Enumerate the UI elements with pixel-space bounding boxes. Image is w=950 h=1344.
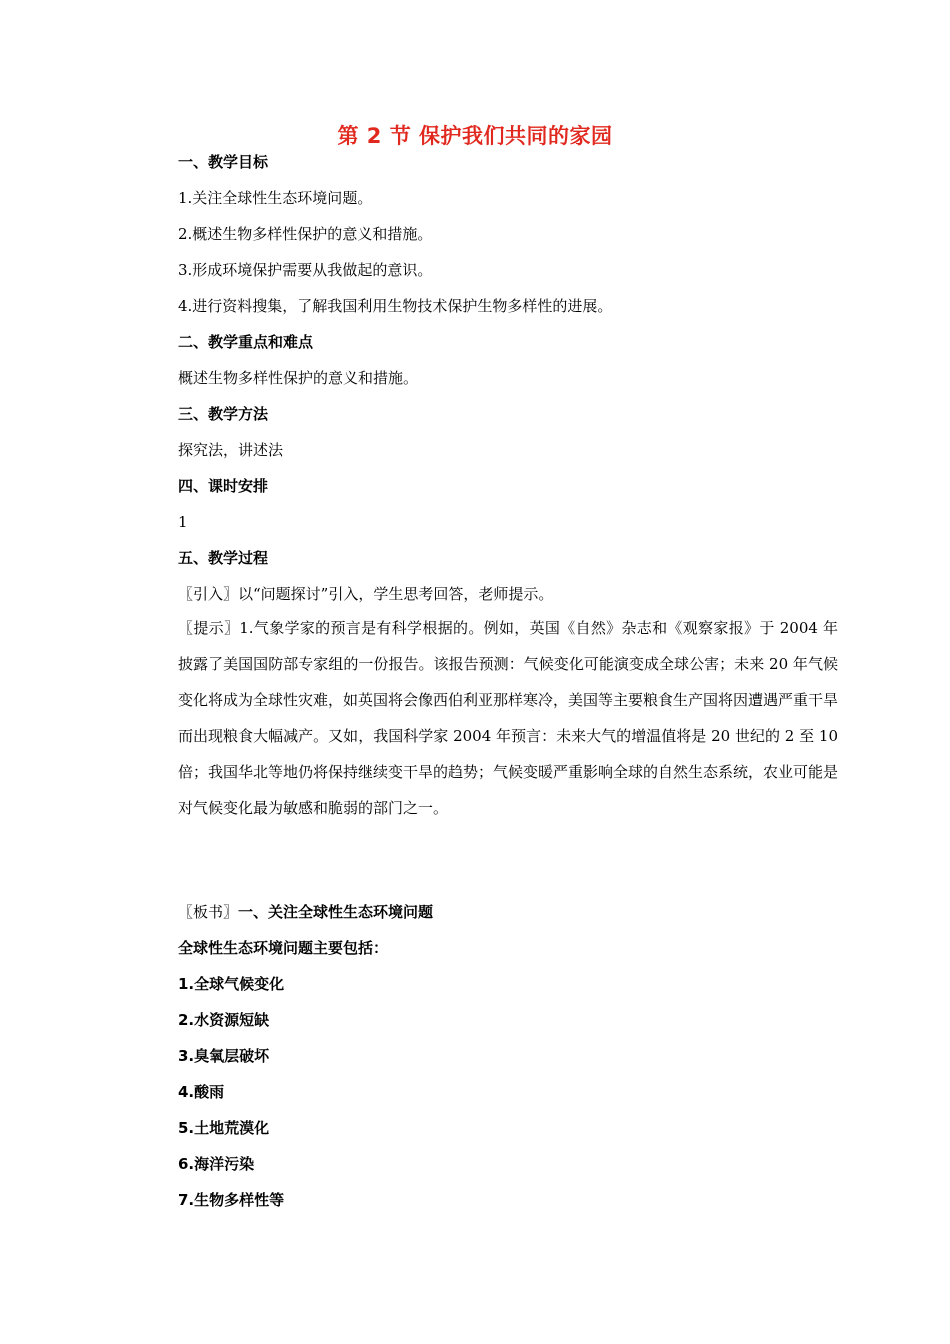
- board-item-6: 6.海洋污染: [178, 1155, 255, 1173]
- section-heading-methods: 三、教学方法: [178, 405, 269, 423]
- methods-text: 探究法，讲述法: [178, 441, 284, 459]
- board-subtitle: 全球性生态环境问题主要包括：: [178, 939, 389, 957]
- board-title: 一、关注全球性生态环境问题: [238, 903, 434, 921]
- board-item-1: 1.全球气候变化: [178, 975, 285, 993]
- section-heading-key-points: 二、教学重点和难点: [178, 333, 314, 351]
- schedule-text: 1: [178, 513, 188, 531]
- page-title: 第 2 节 保护我们共同的家园: [337, 124, 613, 148]
- objective-item-3: 3.形成环境保护需要从我做起的意识。: [178, 261, 433, 279]
- board-item-4: 4.酸雨: [178, 1083, 225, 1101]
- section-heading-objectives: 一、教学目标: [178, 153, 269, 171]
- process-intro: 〖引入〗以“问题探讨”引入，学生思考回答，老师提示。: [178, 585, 554, 603]
- objective-item-4: 4.进行资料搜集，了解我国利用生物技术保护生物多样性的进展。: [178, 297, 613, 315]
- section-heading-schedule: 四、课时安排: [178, 477, 269, 495]
- board-item-2: 2.水资源短缺: [178, 1011, 270, 1029]
- objective-item-2: 2.概述生物多样性保护的意义和措施。: [178, 225, 433, 243]
- board-heading: [178, 902, 433, 922]
- objective-item-1: 1.关注全球性生态环境问题。: [178, 189, 373, 207]
- board-item-5: 5.土地荒漠化: [178, 1119, 270, 1137]
- section-heading-process: 五、教学过程: [178, 549, 269, 567]
- board-item-7: 7.生物多样性等: [178, 1191, 285, 1209]
- process-hint-paragraph: 〖提示〗1.气象学家的预言是有科学根据的。例如，英国《自然》杂志和《观察家报》于 2004 年披露了美国国防部专家组的一份报告。该报告预测：气候变化可能演变成全球公害；未来 20 年气候变化将成为全球性灾难，如英国将会像西伯利亚那样寒冷，美国等主要粮食生产国将因遭遇严重干旱而出现粮食大幅减产。又如，我国科学家 2004 年预言：未来大气的增温值将是 20 世纪的 2 至 10 倍；我国华北等地仍将保持继续变干旱的趋势；气候变暖严重影响全球的自然生态系统，农业可能是对气候变化最为敏感和脆弱的部门之一。: [178, 619, 839, 817]
- key-points-text: 概述生物多样性保护的意义和措施。: [178, 369, 419, 387]
- board-prefix: 〖板书〗: [178, 903, 239, 921]
- board-item-3: 3.臭氧层破坏: [178, 1047, 270, 1065]
